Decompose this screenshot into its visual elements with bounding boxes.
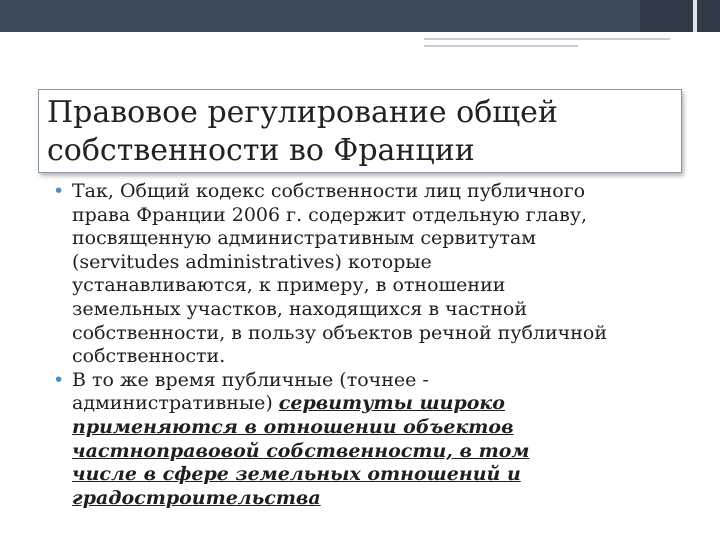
decorative-rule-long [424,38,670,40]
bullet-1-line-6: земельных участков, находящихся в частной [72,297,527,320]
slide-title-box [38,89,682,173]
slide-title-line-2: собственности во Франции [47,133,475,168]
top-banner-divider [693,0,697,32]
slide-body [50,180,718,510]
bullet-item-1 [50,180,718,369]
bullet-1-line-8: собственности. [72,345,226,368]
bullet-1-line-7: собственности, в пользу объектов речной публичной [72,321,607,344]
bullet-1-line-1: Так, Общий кодекс собственности лиц публичного [72,180,586,202]
bullet-1-line-4: (servitudes administratives) которые [72,250,432,273]
bullet-item-2 [50,369,718,511]
bullet-1-line-3: посвященную административным сервитутам [72,227,537,250]
top-banner-accent [640,0,720,32]
bullet-dot-icon: • [53,368,65,391]
bullet-2-emphasis-line-3: числе в сфере земельных отношений и [72,463,521,486]
bullet-1-line-2: права Франции 2006 г. содержит отдельную главу, [72,203,588,226]
bullet-2-emphasis-line-2: частноправовой собственности, в том [72,439,530,462]
bullet-2-emphasis-line-1: применяются в отношении объектов [72,415,514,438]
bullet-1-line-5: устанавливаются, к примеру, в отношении [72,274,506,297]
bullet-2-line-2-emphasis: сервитуты широко [278,392,505,415]
decorative-rule-short [424,45,578,47]
bullet-2-line-2 [72,392,718,416]
slide-title-line-1: Правовое регулирование общей [47,95,558,130]
bullet-dot-icon: • [53,180,65,202]
bullet-2-emphasis-line-4: градостроительства [72,486,321,509]
bullet-2-line-2-plain: административные) [72,392,279,415]
bullet-2-line-1: В то же время публичные (точнее - [72,368,429,391]
top-banner [0,0,720,32]
